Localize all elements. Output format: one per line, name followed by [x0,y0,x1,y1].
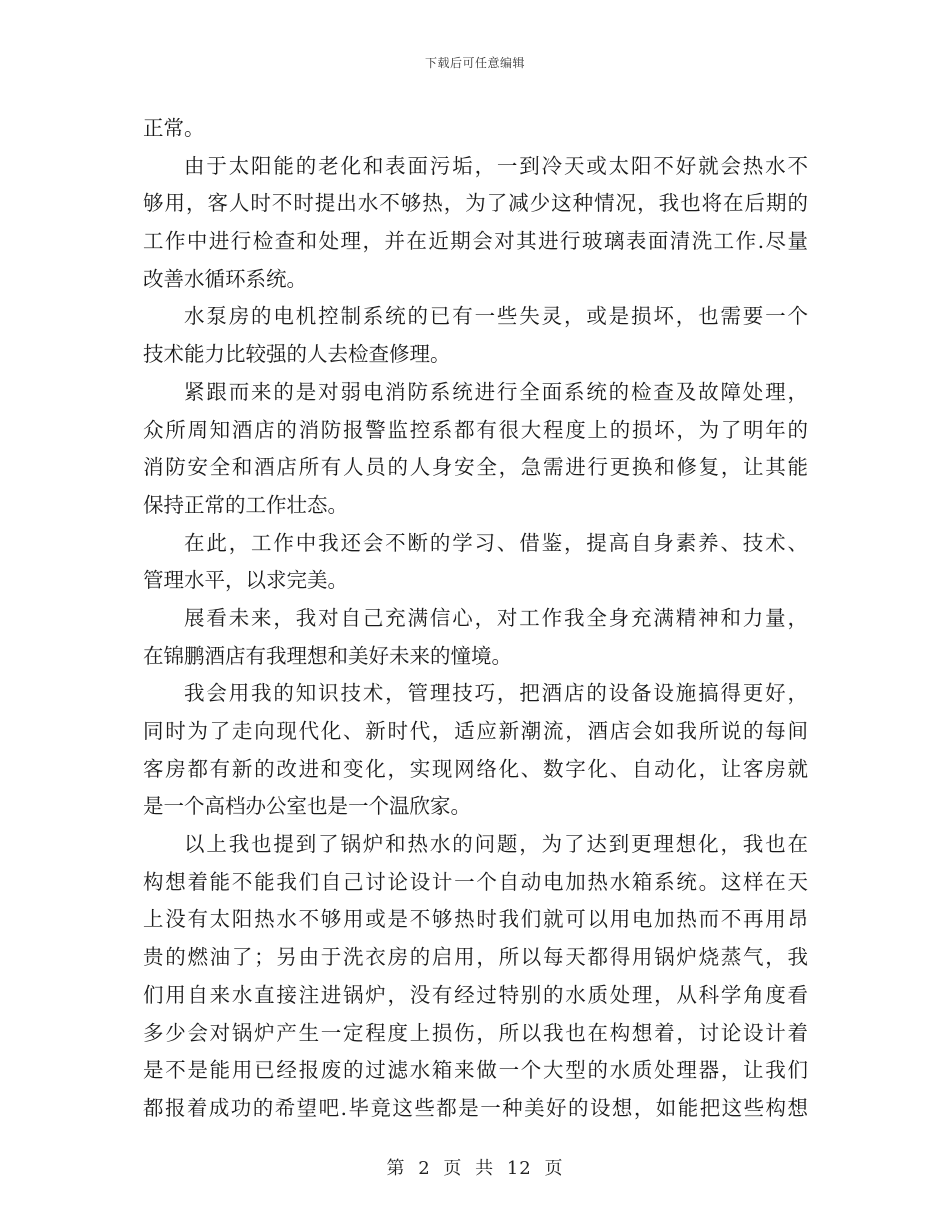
page-number-footer: 第 2 页 共 12 页 [386,1158,564,1179]
paragraph-line: 够用，客人时不时提出水不够热，为了减少这种情况，我也将在后期的 [143,191,808,216]
paragraph-line: 们用自来水直接注进锅炉，没有经过特别的水质处理，从科学角度看 [143,982,808,1007]
paragraph-line: 是不是能用已经报废的过滤水箱来做一个大型的水质处理器，让我们 [143,1058,808,1083]
paragraph-line: 众所周知酒店的消防报警监控系都有很大程度上的损坏，为了明年的 [143,417,808,442]
paragraph-line: 同时为了走向现代化、新时代，适应新潮流，酒店会如我所说的每间 [143,719,808,743]
paragraph-line: 我会用我的知识技术，管理技巧，把酒店的设备设施搞得更好， [184,681,808,706]
page-header: 下载后可任意编辑 [424,56,525,70]
paragraph-line: 紧跟而来的是对弱电消防系统进行全面系统的检查及故障处理， [184,379,808,404]
paragraph-line: 客房都有新的改进和变化，实现网络化、数字化、自动化，让客房就 [143,756,808,781]
paragraph-line: 构想着能不能我们自己讨论设计一个自动电加热水箱系统。这样在天 [143,869,808,894]
paragraph-line: 在锦鹏酒店有我理想和美好未来的憧境。 [143,643,512,668]
paragraph-line: 工作中进行检查和处理，并在近期会对其进行玻璃表面清洗工作.尽量 [143,229,808,254]
paragraph-line: 展看未来，我对自己充满信心，对工作我全身充满精神和力量， [184,605,808,630]
paragraph-line: 多少会对锅炉产生一定程度上损伤，所以我也在构想着，讨论设计着 [143,1020,808,1045]
paragraph-line: 上没有太阳热水不够用或是不够热时我们就可以用电加热而不再用昂 [143,907,808,932]
paragraph-line: 由于太阳能的老化和表面污垢，一到冷天或太阳不好就会热水不 [184,153,808,178]
paragraph-line: 消防安全和酒店所有人员的人身安全，急需进行更换和修复，让其能 [143,455,808,480]
paragraph-line: 是一个高档办公室也是一个温欣家。 [143,794,471,819]
paragraph-line: 水泵房的电机控制系统的已有一些失灵，或是损坏，也需要一个 [184,304,808,329]
paragraph-line: 贵的燃油了；另由于洗衣房的启用，所以每天都得用锅炉烧蒸气，我 [143,945,808,970]
paragraph-line: 以上我也提到了锅炉和热水的问题，为了达到更理想化，我也在 [184,832,808,857]
paragraph-line: 正常。 [143,116,205,140]
paragraph-line: 技术能力比较强的人去检查修理。 [143,342,451,367]
paragraph-line: 都报着成功的希望吧.毕竟这些都是一种美好的设想，如能把这些构想 [143,1095,808,1120]
paragraph-line: 保持正常的工作壮态。 [143,492,348,517]
paragraph-line: 在此，工作中我还会不断的学习、借鉴，提高自身素养、技术、 [184,530,808,555]
document-body [143,110,808,1128]
paragraph-line: 改善水循环系统。 [143,266,307,291]
paragraph-line: 管理水平，以求完美。 [143,568,348,593]
